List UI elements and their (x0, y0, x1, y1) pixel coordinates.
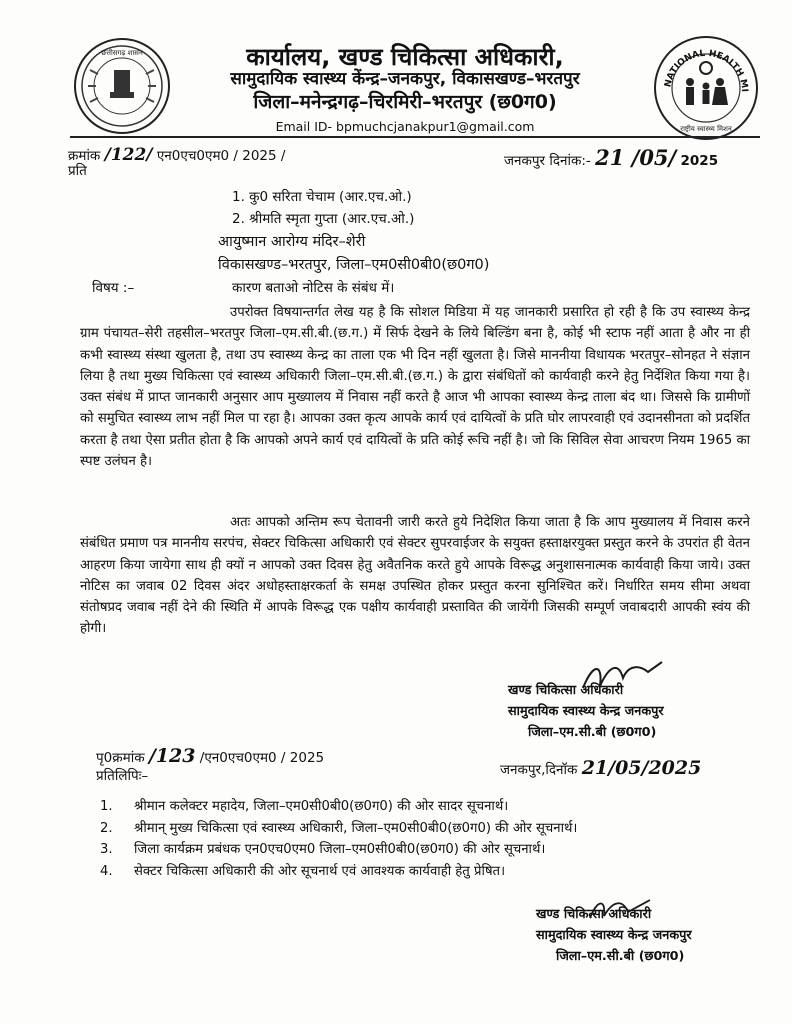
subject-text: कारण बताओ नोटिस के संबंध में। (232, 280, 395, 296)
list-item: 1. श्रीमान कलेक्टर महादेय, जिला–एम0सी0बी0(छ0ग0) की ओर सादर सूचनार्थ। (100, 799, 509, 814)
endorsement-date (500, 757, 701, 780)
list-item: 2. श्रीमान् मुख्य चिकित्सा एवं स्वास्थ्य अधिकारी, जिला–एम0सी0बी0(छ0ग0) की ओर सूचनार्थ। (100, 820, 578, 836)
svg-text:NATIONAL HEALTH MISSION: NATIONAL HEALTH MI (663, 48, 750, 93)
list-item: 4. सेक्टर चिकित्सा अधिकारी की ओर सूचनार्थ एवं आवश्यक कार्यवाही हेतु प्रेषित। (100, 863, 506, 879)
body-paragraph-2: अतः आपको अन्तिम रूप चेतावनी जारी करते हुये निदेशित किया जाता है कि आप मुख्यालय में निवास करने संबंधित प्रमाण पत्र माननीय सरपंच, सेक्टर चिकित्सा अधिकारी एवं सेक्टर सुपरवाईजर के सयुक्त हस्ताक्षरयुक्त प्रस्तुत करने के उपरांत ही वेतन आहरण किया जायेगा साथ ही क्यों न आपको उक्त दिवस हेतु अवैतनिक करते हुये आपके विरूद्ध अनुशासनात्मक कार्यवाही किया जाये। उक्त नोटिस का जवाब 02 दिवस अंदर अधोहस्ताक्षरकर्ता के समक्ष उपस्थित होकर प्रस्तुत करना सुनिश्चित करें। निर्धारित समय सीमा अथवा संतोषप्रद जवाब नहीं देने की स्थिति में आपके विरूद्ध एक पक्षीय कार्यवाही प्रस्तावित की जायेंगी जिसकी सम्पूर्ण जवाबदारी आपकी स्वंय की होगी। (80, 515, 750, 637)
chhattisgarh-emblem-logo (74, 38, 170, 134)
endorsement-label: पृ0क्रमांक (96, 750, 145, 766)
endorsement-date-label: जनकपुर,दिनॉक (500, 762, 578, 778)
sig2-office: सामुदायिक स्वास्थ्य केन्द्र जनकपुर (536, 928, 692, 943)
subject-label: विषय :– (92, 280, 135, 296)
office-district: जिला–मनेन्द्रगढ़–चिरमिरी–भरतपुर (छ0ग0) (253, 91, 557, 113)
prati-label: प्रति (68, 163, 87, 179)
sig1-office: सामुदायिक स्वास्थ्य केन्द्र जनकपुर (508, 704, 664, 719)
signature-block-2 (536, 904, 692, 967)
copy-list (100, 796, 577, 882)
svg-text:राष्ट्रीय स्वास्थ्य मिशन: राष्ट्रीय स्वास्थ्य मिशन (680, 125, 732, 133)
nhm-graphic (656, 38, 756, 138)
body-paragraph-1: उपरोक्त विषयान्तर्गत लेख यह है कि सोशल मिडिया में यह जानकारी प्रसारित हो रही है कि उप स्वास्थ्य केन्द्र ग्राम पंचायत–सेरी तहसील–भरतपुर जिला–एम.सी.बी.(छ.ग.) में सिर्फ देखने के लिये बिल्डिंग बना है, कोई भी स्टाफ नहीं आता है और ना ही कभी स्वास्थ्य संस्था खुलता है, तथा उप स्वास्थ्य केन्द्र का ताला एक भी दिन नहीं खुलता है। जिसे माननीया विधायक भरतपुर–सोनहत ने संज्ञान लिया है तथा मुख्य चिकित्सा एवं स्वास्थ्य अधिकारी जिला–एम.सी.बी.(छ.ग.) के द्वारा संबंधितों को कार्यवाही करने हेतु निर्देशित किया गया है। उक्त संबंध में प्राप्त जानकारी अनुसार आप मुख्यालय में निवास नहीं करते है आज भी आपका स्वास्थ्य केन्द्र ताला बंद था। जिससे कि ग्रामीणों को समुचित स्वास्थ्य लाभ नहीं मिल पा रहा है। आपका उक्त कृत्य आपके कार्य एवं दायित्वों के प्रति घोर लापरवाही एवं उदानसीनता को प्रदर्शित करता है तथा ऐसा प्रतीत होता है कि आपको अपने कार्य एवं दायित्वों के प्रति कोई रूचि नहीं है। जो कि सिविल सेवा आचरण नियम 1965 का स्पष्ट उलंघन है। (80, 305, 750, 470)
office-email: Email ID- bpmuchcjanakpur1@gmail.com (275, 119, 535, 134)
kramank-rest: एन0एच0एम0 / 2025 / (156, 148, 286, 164)
handwritten-signature-1 (578, 658, 668, 694)
endorsement-number: /123 (148, 745, 196, 767)
kramank-label: क्रमांक (68, 148, 101, 164)
copy-label: प्रतिलिपिः– (96, 768, 149, 784)
handwritten-signature-2 (586, 894, 656, 922)
signature-block-1 (508, 680, 664, 743)
sig2-district: जिला–एम.सी.बी (छ0ग0) (556, 949, 685, 964)
national-health-mission-logo (654, 36, 758, 140)
recipient-1: 1. कु0 सरिता चेचाम (आर.एच.ओ.) (232, 189, 412, 205)
date-handwritten: 21 /05/ (595, 145, 677, 170)
kramank-number: /122/ (104, 145, 153, 165)
endorsement-reference (96, 745, 324, 768)
office-title: कार्यालय, खण्ड चिकित्सा अधिकारी, (246, 43, 564, 71)
endorsement-rest: /एन0एच0एम0 / 2025 (199, 750, 325, 766)
letter-date (504, 145, 718, 170)
recipient-institution: आयुष्मान आरोग्य मंदिर–शेरी (218, 234, 366, 250)
sig1-district: जिला–एम.सी.बी (छ0ग0) (528, 725, 657, 740)
date-year: 2025 (680, 153, 719, 169)
list-item: 3. जिला कार्यक्रम प्रबंधक एन0एच0एम0 जिला–एम0सी0बी0(छ0ग0) की ओर सूचनार्थ। (100, 842, 546, 857)
office-subtitle: सामुदायिक स्वास्थ्य केंन्द्र–जनकपुर, विकासखण्ड–भरतपुर (230, 69, 580, 89)
svg-text:छत्तीसगढ़ शासन: छत्तीसगढ़ शासन (101, 49, 143, 57)
endorsement-date-handwritten: 21/05/2025 (581, 757, 702, 779)
recipient-2: 2. श्रीमति स्मृता गुप्ता (आर.एच.ओ.) (232, 211, 415, 227)
date-label: जनकपुर दिनांक:- (504, 153, 591, 169)
emblem-graphic (76, 40, 168, 132)
reference-line (68, 145, 285, 165)
header-divider (70, 136, 760, 138)
recipient-district: विकासखण्ड–भरतपुर, जिला–एम0सी0बी0(छ0ग0) (218, 257, 490, 273)
sig2-designation: खण्ड चिकित्सा अधिकारी (536, 907, 652, 922)
sig1-designation: खण्ड चिकित्सा अधिकारी (508, 683, 624, 698)
